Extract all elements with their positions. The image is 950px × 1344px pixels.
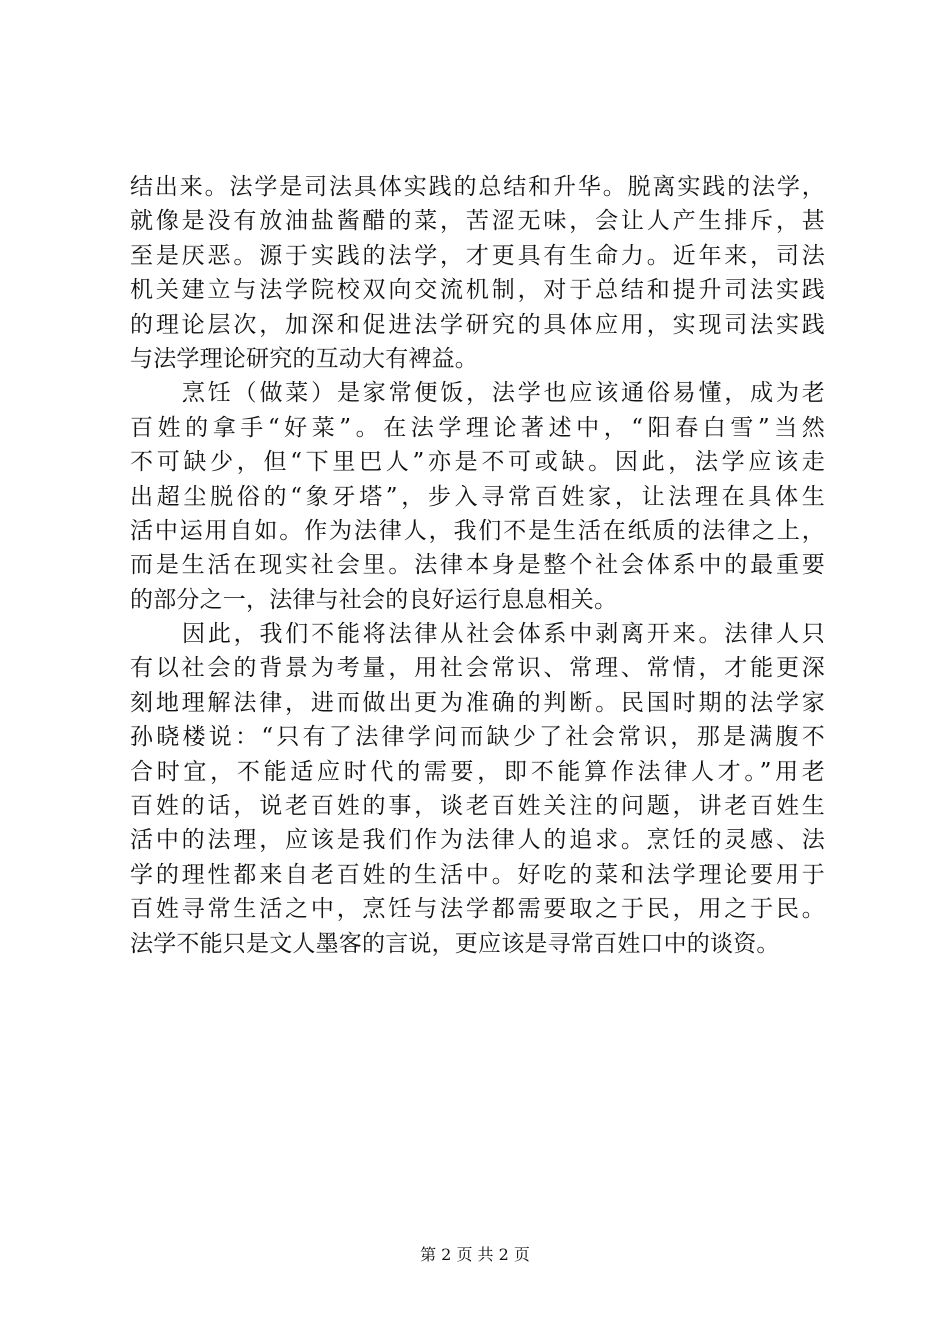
text-line: 刻地理解法律，进而做出更为准确的判断。民国时期的法学家 xyxy=(130,689,825,716)
text-line: 孙晓楼说：“只有了法律学问而缺少了社会常识，那是满腹不 xyxy=(130,724,825,751)
text-line: 而是生活在现实社会里。法律本身是整个社会体系中的最重要 xyxy=(130,552,825,579)
text-line: 活中的法理，应该是我们作为法律人的追求。烹饪的灵感、法 xyxy=(130,827,825,854)
text-line: 百姓的拿手“好菜”。在法学理论著述中，“阳春白雪”当然 xyxy=(130,414,825,441)
page-footer: 第 2 页 共 2 页 xyxy=(420,1245,530,1264)
text-line: 百姓的话，说老百姓的事，谈老百姓关注的问题，讲老百姓生 xyxy=(130,793,825,820)
text-line: 的部分之一，法律与社会的良好运行息息相关。 xyxy=(130,586,618,613)
text-line: 烹饪（做菜）是家常便饭，法学也应该通俗易懂，成为老 xyxy=(182,380,825,407)
text-line: 活中运用自如。作为法律人，我们不是生活在纸质的法律之上， xyxy=(130,517,825,544)
text-line: 百姓寻常生活之中，烹饪与法学都需要取之于民，用之于民。 xyxy=(130,896,825,923)
text-line: 合时宜，不能适应时代的需要，即不能算作法律人才。”用老 xyxy=(130,758,825,785)
text-line: 就像是没有放油盐酱醋的菜，苦涩无味，会让人产生排斥，甚 xyxy=(130,208,825,235)
body-text xyxy=(130,170,825,961)
text-line: 的理论层次，加深和促进法学研究的具体应用，实现司法实践 xyxy=(130,311,825,338)
text-line: 与法学理论研究的互动大有裨益。 xyxy=(130,345,478,372)
text-line: 法学不能只是文人墨客的言说，更应该是寻常百姓口中的谈资。 xyxy=(130,930,780,957)
text-line: 出超尘脱俗的“象牙塔”，步入寻常百姓家，让法理在具体生 xyxy=(130,483,825,510)
text-line: 因此，我们不能将法律从社会体系中剥离开来。法律人只 xyxy=(182,621,825,648)
text-line: 至是厌恶。源于实践的法学，才更具有生命力。近年来，司法 xyxy=(130,242,825,269)
text-line: 有以社会的背景为考量，用社会常识、常理、常情，才能更深 xyxy=(130,655,825,682)
text-line: 结出来。法学是司法具体实践的总结和升华。脱离实践的法学， xyxy=(130,174,825,200)
text-line: 机关建立与法学院校双向交流机制，对于总结和提升司法实践 xyxy=(130,277,825,304)
text-line: 学的理性都来自老百姓的生活中。好吃的菜和法学理论要用于 xyxy=(130,861,825,888)
text-line: 不可缺少，但“下里巴人”亦是不可或缺。因此，法学应该走 xyxy=(130,449,825,476)
